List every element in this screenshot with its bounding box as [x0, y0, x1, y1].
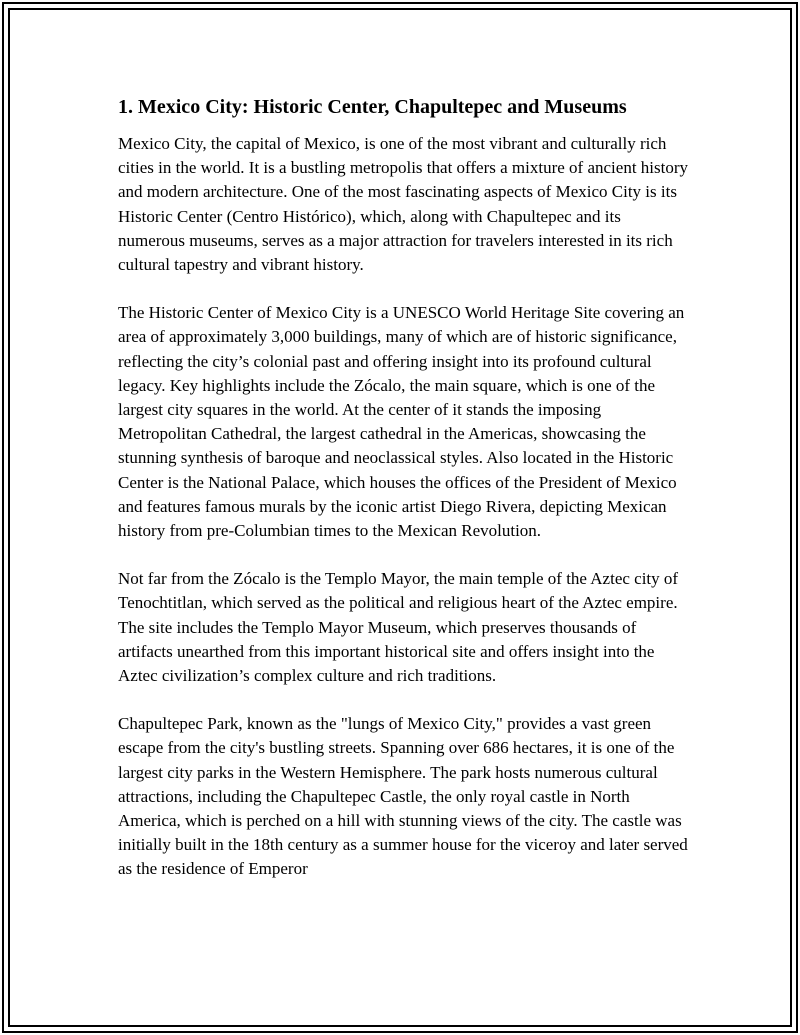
paragraph-intro: Mexico City, the capital of Mexico, is one of the most vibrant and culturally rich cities in the world. It is a bustling metropolis that offers a mixture of ancient history and modern architecture. One of the most fascinating aspects of Mexico City is its Historic Center (Centro Histórico), which, along with Chapultepec and its numerous museums, serves as a major attraction for travelers interested in its rich cultural tapestry and vibrant history.: [118, 134, 689, 275]
paragraph-historic-center: The Historic Center of Mexico City is a UNESCO World Heritage Site covering an area of approximately 3,000 buildings, many of which are of historic significance, reflecting the city’s colonial past and offering insight into its profound cultural legacy. Key highlights include the Zócalo, the main square, which is one of the largest city squares in the world. At the center of it stands the imposing Metropolitan Cathedral, the largest cathedral in the Americas, showcasing the stunning synthesis of baroque and neoclassical styles. Also located in the Historic Center is the National Palace, which houses the offices of the President of Mexico and features famous murals by the iconic artist Diego Rivera, depicting Mexican history from pre-Columbian times to the Mexican Revolution.: [118, 303, 685, 541]
paragraph-chapultepec: Chapultepec Park, known as the "lungs of Mexico City," provides a vast green escape from the city's bustling streets. Spanning over 686 hectares, it is one of the largest city parks in the Western Hemisphere. The park hosts numerous cultural attractions, including the Chapultepec Castle, the only royal castle in North America, which is perched on a hill with stunning views of the city. The castle was initially built in the 18th century as a summer house for the viceroy and later served as the residence of Emperor: [118, 714, 688, 879]
paragraph-templo-mayor: Not far from the Zócalo is the Templo Mayor, the main temple of the Aztec city of Tenochtitlan, which served as the political and religious heart of the Aztec empire. The site includes the Templo Mayor Museum, which preserves thousands of artifacts unearthed from this important historical site and offers insight into the Aztec civilization’s complex culture and rich traditions.: [118, 569, 679, 686]
section-heading: 1. Mexico City: Historic Center, Chapultepec and Museums: [118, 96, 627, 118]
document-body: [118, 94, 688, 906]
